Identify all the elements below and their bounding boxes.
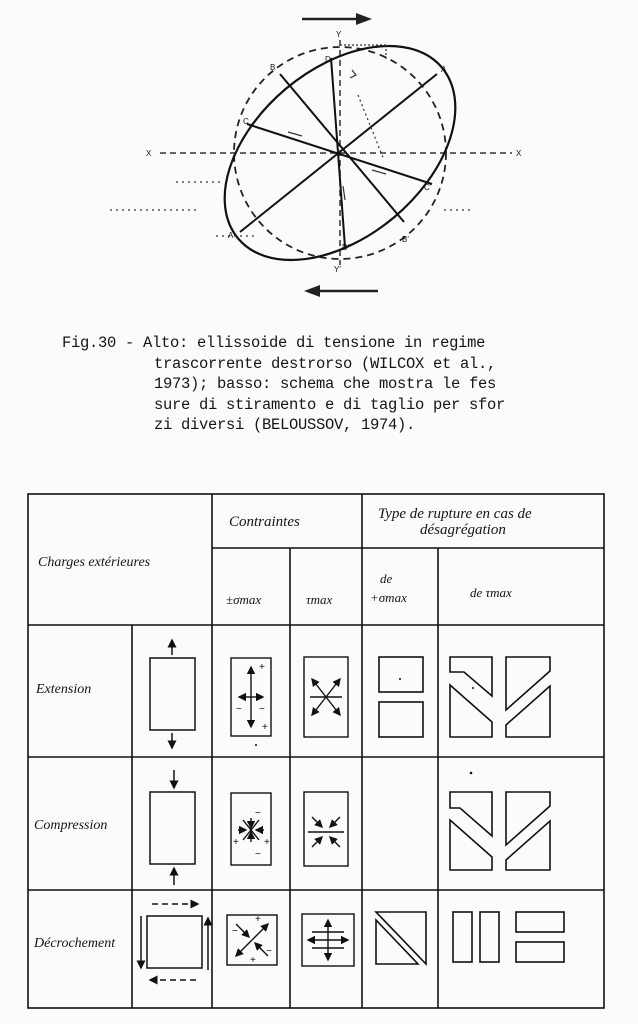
load-shear-shape bbox=[141, 904, 208, 980]
svg-text:−: − bbox=[232, 926, 238, 937]
svg-text:−: − bbox=[255, 849, 261, 860]
svg-text:−: − bbox=[236, 704, 242, 715]
header-rupture-line2: désagrégation bbox=[420, 522, 506, 538]
tau-extension-shape bbox=[304, 657, 348, 737]
axis-label-y-bottom: Y' bbox=[334, 265, 341, 274]
figure-caption bbox=[62, 333, 582, 436]
point-label-b-prime: B' bbox=[402, 235, 409, 244]
axis-label-x-right: X bbox=[516, 149, 522, 158]
caption-line-1: Fig.30 - Alto: ellissoide di tensione in regime bbox=[62, 334, 486, 352]
bottom-shear-arrow bbox=[304, 285, 378, 297]
caption-line-4: sure di stiramento e di taglio per sfor bbox=[154, 395, 506, 414]
rupture-tau-extension bbox=[450, 657, 550, 737]
col-sigma-max: ±σmax bbox=[226, 592, 262, 607]
load-compression-shape bbox=[150, 770, 195, 885]
ellipse-diameters bbox=[240, 58, 437, 247]
header-rupture-line1: Type de rupture en cas de bbox=[378, 506, 532, 522]
point-label-a: A bbox=[441, 65, 447, 74]
tau-compression-shape bbox=[304, 792, 348, 866]
row-label-compression: Compression bbox=[34, 818, 108, 833]
top-shear-arrow bbox=[302, 13, 372, 25]
svg-text:−: − bbox=[266, 946, 272, 957]
col-tau-max: τmax bbox=[306, 592, 333, 607]
caption-line-2: trascorrente destrorso (WILCOX et al., bbox=[154, 354, 497, 373]
caption-line-3: 1973); basso: schema che mostra le fes bbox=[154, 375, 497, 393]
svg-text:+: + bbox=[233, 837, 239, 848]
sigma-compression-shape bbox=[231, 793, 271, 865]
col-de-sigma-max: +σmax bbox=[370, 590, 407, 605]
strain-ellipse-figure bbox=[0, 0, 638, 320]
point-label-a-prime: A' bbox=[228, 231, 235, 240]
rupture-tau-shear bbox=[453, 912, 564, 962]
row-label-decrochement: Décrochement bbox=[34, 936, 116, 951]
load-extension-shape bbox=[150, 640, 195, 748]
col-de-tau-max: de τmax bbox=[470, 585, 512, 600]
header-constraints: Contraintes bbox=[229, 514, 300, 530]
row-label-extension: Extension bbox=[36, 682, 92, 697]
svg-text:+: + bbox=[250, 955, 256, 966]
caption-line-5: zi diversi (BELOUSSOV, 1974). bbox=[154, 416, 416, 434]
point-label-d: D bbox=[325, 55, 331, 64]
svg-text:+: + bbox=[255, 914, 261, 925]
svg-text:+: + bbox=[259, 662, 265, 673]
point-label-b: B bbox=[270, 63, 276, 72]
point-label-d-prime: D' bbox=[342, 243, 350, 252]
header-loads: Charges extérieures bbox=[38, 555, 151, 570]
point-label-c-prime: C' bbox=[424, 183, 432, 192]
svg-text:−: − bbox=[255, 808, 261, 819]
svg-text:+: + bbox=[264, 837, 270, 848]
point-label-c: C bbox=[243, 117, 249, 126]
axis-label-y-top: Y bbox=[336, 30, 342, 39]
svg-text:−: − bbox=[259, 704, 265, 715]
axis-label-x-left: X bbox=[146, 149, 152, 158]
rupture-sigma-shear bbox=[376, 912, 426, 964]
rupture-tau-compression bbox=[450, 792, 550, 870]
rupture-sigma-extension bbox=[379, 657, 423, 737]
svg-text:+: + bbox=[262, 722, 268, 733]
col-de: de bbox=[380, 571, 393, 586]
tau-shear-shape bbox=[302, 914, 354, 966]
